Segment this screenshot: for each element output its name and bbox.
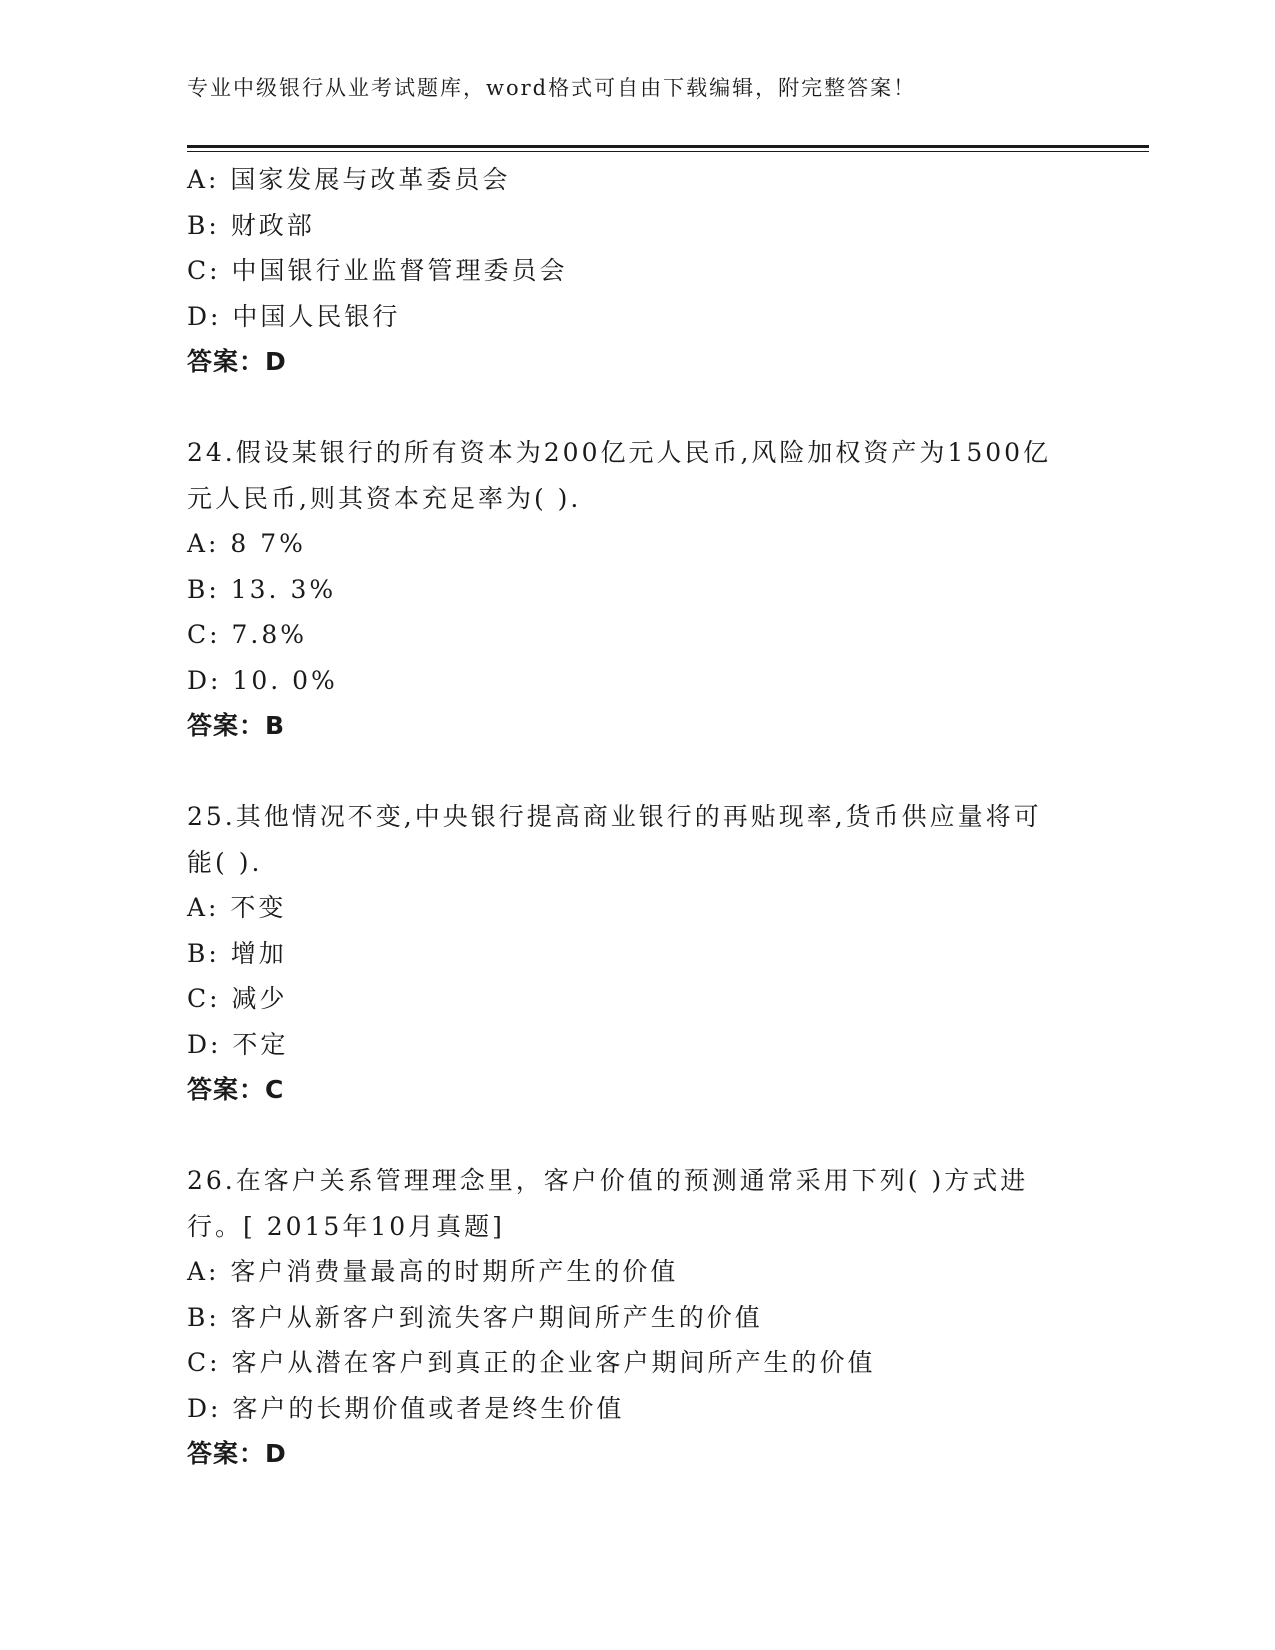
question-stem-line: 26.在客户关系管理理念里，客户价值的预测通常采用下列( )方式进: [187, 1166, 1029, 1195]
question-block: [187, 794, 1087, 1113]
option-d: D: 10. 0%: [187, 665, 338, 695]
option-c: C: 减少: [187, 984, 288, 1013]
option-a: A: 不变: [187, 893, 287, 922]
question-stem-line: 元人民币,则其资本充足率为( ).: [187, 483, 582, 513]
answer-line: 答案：D: [187, 1439, 287, 1468]
question-block: [187, 1158, 1087, 1477]
header-rule-thin: [187, 151, 1149, 152]
question-stem-line: 25.其他情况不变,中央银行提高商业银行的再贴现率,货币供应量将可: [187, 802, 1042, 831]
question-stem-line: 24.假设某银行的所有资本为200亿元人民币,风险加权资产为1500亿: [187, 438, 1052, 467]
option-d: D: 中国人民银行: [187, 301, 401, 331]
option-a: A: 国家发展与改革委员会: [187, 165, 511, 194]
option-b: B: 13. 3%: [187, 574, 337, 604]
option-a: A: 8 7%: [187, 529, 306, 558]
header-rule-thick: [187, 145, 1149, 148]
option-d: D: 不定: [187, 1029, 289, 1059]
question-stem-line: 能( ).: [187, 847, 263, 877]
question-block: [187, 430, 1087, 749]
question-list: [187, 157, 1087, 1477]
option-c: C: 客户从潜在客户到真正的企业客户期间所产生的价值: [187, 1348, 876, 1377]
answer-line: 答案：D: [187, 347, 287, 376]
option-d: D: 客户的长期价值或者是终生价值: [187, 1393, 625, 1423]
option-c: C: 中国银行业监督管理委员会: [187, 256, 568, 285]
answer-line: 答案：B: [187, 711, 286, 740]
option-a: A: 客户消费量最高的时期所产生的价值: [187, 1257, 679, 1286]
spacer: [187, 1113, 1087, 1159]
question-stem-line: 行。[ 2015年10月真题]: [187, 1211, 505, 1241]
answer-line: 答案：C: [187, 1075, 285, 1104]
question-block: [187, 157, 1087, 385]
option-c: C: 7.8%: [187, 620, 308, 649]
option-b: B: 增加: [187, 938, 287, 968]
page-header: 专业中级银行从业考试题库，word格式可自由下载编辑，附完整答案！: [187, 76, 917, 100]
option-b: B: 客户从新客户到流失客户期间所产生的价值: [187, 1302, 763, 1332]
spacer: [187, 385, 1087, 431]
option-b: B: 财政部: [187, 210, 315, 240]
spacer: [187, 749, 1087, 795]
